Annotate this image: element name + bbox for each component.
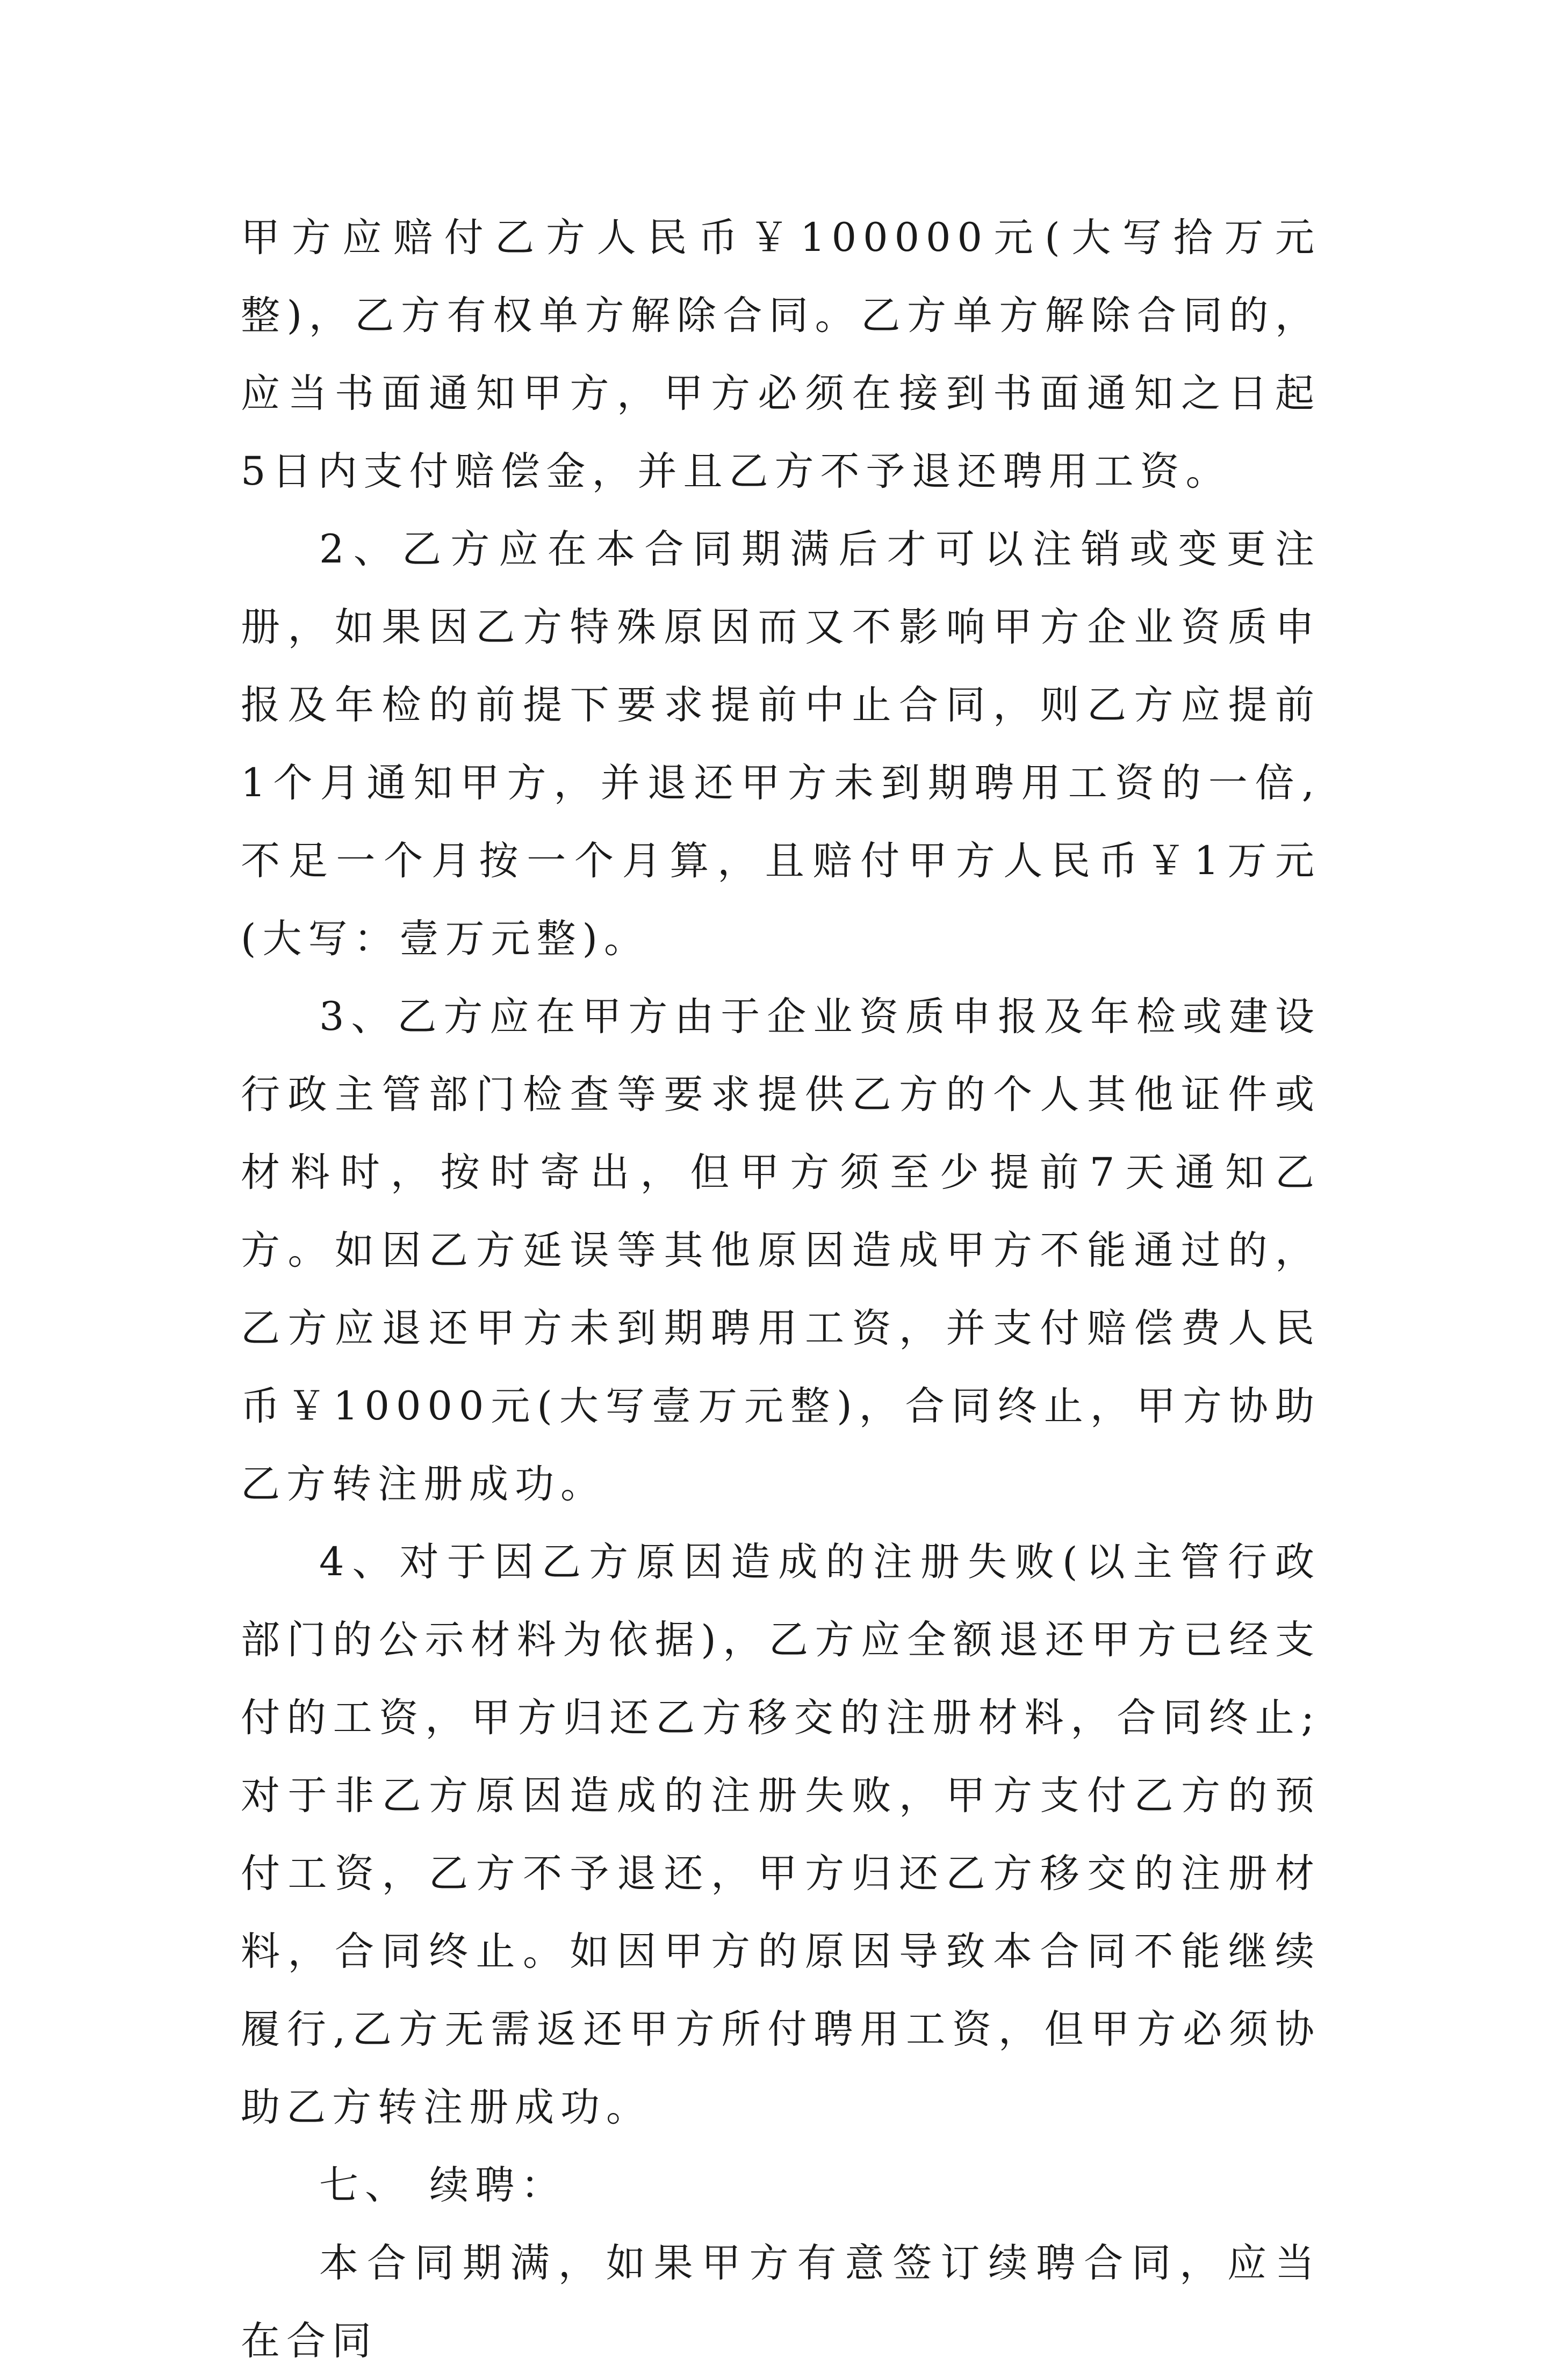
paragraph-clause-2: 2、乙方应在本合同期满后才可以注销或变更注册，如果因乙方特殊原因而又不影响甲方企业资质申报及年检的前提下要求提前中止合同，则乙方应提前1个月通知甲方，并退还甲方未到期聘用工资的一倍,不足一个月按一个月算，且赔付甲方人民币￥1万元(大写：壹万元整)。 bbox=[241, 527, 1321, 962]
section-heading-renewal: 七、 续聘： bbox=[319, 2162, 567, 2208]
document-body bbox=[241, 199, 1321, 2380]
paragraph-clause-4: 4、对于因乙方原因造成的注册失败(以主管行政部门的公示材料为依据)，乙方应全额退还甲方已经支付的工资，甲方归还乙方移交的注册材料，合同终止;对于非乙方原因造成的注册失败，甲方支付乙方的预付工资，乙方不予退还，甲方归还乙方移交的注册材料，合同终止。如因甲方的原因导致本合同不能继续履行,乙方无需返还甲方所付聘用工资，但甲方必须协助乙方转注册成功。 bbox=[241, 1539, 1321, 2130]
paragraph-compensation-continued: 甲方应赔付乙方人民币￥100000元(大写拾万元整)，乙方有权单方解除合同。乙方单方解除合同的，应当书面通知甲方，甲方必须在接到书面通知之日起5日内支付赔偿金，并且乙方不予退还聘用工资。 bbox=[241, 215, 1321, 494]
paragraph-renewal: 本合同期满，如果甲方有意签订续聘合同，应当在合同 bbox=[241, 2240, 1321, 2364]
paragraph-clause-3: 3、乙方应在甲方由于企业资质申报及年检或建设行政主管部门检查等要求提供乙方的个人其他证件或材料时，按时寄出，但甲方须至少提前7天通知乙方。如因乙方延误等其他原因造成甲方不能通过的，乙方应退还甲方未到期聘用工资，并支付赔偿费人民币￥10000元(大写壹万元整)，合同终止，甲方协助乙方转注册成功。 bbox=[241, 994, 1321, 1507]
